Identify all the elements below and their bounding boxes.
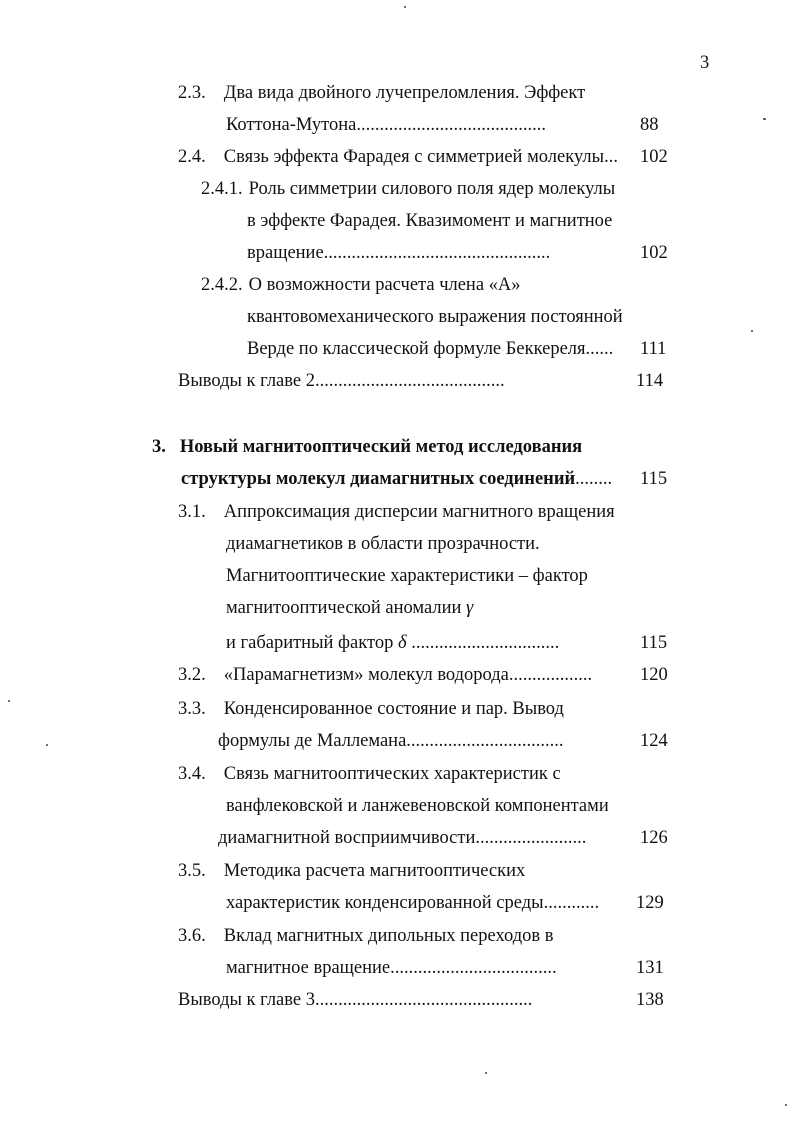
scan-speck — [46, 744, 48, 746]
toc-number: 3.2. — [178, 665, 206, 685]
toc-page-ref: 131 — [636, 958, 664, 978]
toc-number: 2.4.1. — [201, 179, 243, 199]
toc-title-continued: и габаритный фактор — [226, 633, 394, 653]
toc-number: 3.3. — [178, 699, 206, 719]
toc-entry-3-6-cont — [226, 957, 557, 979]
toc-entry-3-1-cont — [226, 632, 559, 654]
toc-page-ref: 102 — [640, 243, 668, 263]
toc-entry-3-6 — [178, 925, 553, 947]
toc-title: Выводы к главе 2 — [178, 371, 315, 391]
toc-title: Два вида двойного лучепреломления. Эффект — [223, 83, 586, 103]
toc-entry-2-4-1-cont — [247, 242, 550, 264]
toc-leader: ........................ — [475, 828, 587, 848]
toc-title-continued: диамагнитной восприимчивости — [218, 828, 476, 848]
toc-leader: .................................... — [390, 958, 557, 978]
toc-entry-2-4-1 — [201, 178, 615, 200]
toc-title: Методика расчета магнитооптических — [223, 861, 526, 881]
toc-title: Вклад магнитных дипольных переходов в — [223, 926, 554, 946]
toc-page-ref: 124 — [640, 731, 668, 751]
toc-title-continued: структуры молекул диамагнитных соединений — [181, 469, 576, 489]
toc-title-continued: Магнитооптические характеристики – фактор — [226, 566, 588, 586]
toc-entry-3-4 — [178, 763, 561, 785]
toc-leader: ................................ — [411, 633, 560, 653]
gamma-symbol: γ — [466, 598, 474, 618]
toc-number: 2.4.2. — [201, 275, 243, 295]
toc-title: Конденсированное состояние и пар. Вывод — [223, 699, 564, 719]
delta-symbol: δ — [397, 633, 407, 653]
toc-leader: .................. — [508, 665, 593, 685]
toc-title-continued: Коттона-Мутона — [226, 115, 357, 135]
toc-page-ref: 138 — [636, 990, 664, 1010]
toc-chapter-3 — [152, 436, 582, 458]
toc-number: 3.4. — [178, 764, 206, 784]
toc-entry-2-3 — [178, 82, 585, 104]
toc-entry-3-1-cont — [226, 533, 540, 555]
toc-page-ref: 102 — [640, 147, 668, 167]
toc-entry-3-4-cont — [226, 795, 609, 817]
toc-title: Новый магнитооптический метод исследования — [179, 437, 583, 457]
scan-speck — [485, 1072, 487, 1074]
toc-entry-3-5 — [178, 860, 525, 882]
toc-leader: ......................................... — [314, 371, 505, 391]
toc-entry-2-4-1-cont — [247, 210, 612, 232]
scan-speck — [8, 700, 10, 702]
toc-page-ref: 126 — [640, 828, 668, 848]
toc-leader: ........ — [575, 469, 613, 489]
toc-entry-2-3-cont — [226, 114, 546, 136]
toc-number: 3.1. — [178, 502, 206, 522]
toc-title-continued: характеристик конденсированной среды — [226, 893, 544, 913]
scan-speck — [751, 330, 753, 332]
toc-entry-2-4 — [178, 146, 618, 168]
toc-title-continued: магнитооптической аномалии — [226, 598, 462, 618]
toc-chapter-3-cont — [181, 468, 612, 490]
toc-entry-3-2 — [178, 664, 592, 686]
scan-speck — [763, 118, 766, 120]
toc-page-ref: 88 — [640, 115, 659, 135]
toc-title: Аппроксимация дисперсии магнитного вращения — [223, 502, 615, 522]
toc-leader: ............................................... — [314, 990, 533, 1010]
scan-speck — [404, 6, 406, 8]
toc-leader: ......................................... — [356, 115, 546, 135]
toc-page-ref: 114 — [636, 371, 664, 391]
toc-entry-3-1 — [178, 501, 615, 523]
toc-page-ref: 129 — [636, 893, 664, 913]
scan-speck — [785, 1104, 787, 1106]
toc-title-continued: ванфлековской и ланжевеновской компонентами — [226, 796, 609, 816]
toc-entry-2-4-2 — [201, 274, 521, 296]
toc-entry-2-4-2-cont — [247, 306, 623, 328]
toc-entry-2-4-2-cont — [247, 338, 613, 360]
toc-title-continued: магнитное вращение — [226, 958, 391, 978]
toc-entry-conclusions-3 — [178, 989, 532, 1011]
toc-title: Связь эффекта Фарадея с симметрией молекулы — [223, 147, 605, 167]
toc-leader: ............ — [543, 893, 600, 913]
toc-page-ref: 115 — [640, 633, 668, 653]
toc-page-ref: 115 — [640, 469, 668, 489]
toc-entry-3-5-cont — [226, 892, 599, 914]
toc-entry-3-1-cont — [226, 565, 588, 587]
toc-entry-conclusions-2 — [178, 370, 505, 392]
toc-number: 3.6. — [178, 926, 206, 946]
toc-number: 2.3. — [178, 83, 206, 103]
toc-number: 2.4. — [178, 147, 206, 167]
toc-title-continued: Верде по классической формуле Беккереля — [247, 339, 586, 359]
toc-title-continued: в эффекте Фарадея. Квазимомент и магнитное — [247, 211, 613, 231]
toc-number: 3. — [152, 437, 166, 457]
toc-leader: ................................................. — [323, 243, 551, 263]
toc-leader: .................................. — [406, 731, 564, 751]
toc-title: «Парамагнетизм» молекул водорода — [223, 665, 509, 685]
toc-number: 3.5. — [178, 861, 206, 881]
toc-leader: ... — [604, 147, 618, 167]
toc-title-continued: квантовомеханического выражения постоянной — [247, 307, 623, 327]
toc-entry-3-3 — [178, 698, 564, 720]
toc-title-continued: вращение — [247, 243, 324, 263]
toc-title: О возможности расчета члена «А» — [248, 275, 521, 295]
toc-entry-3-1-cont — [226, 597, 473, 619]
page-number: 3 — [700, 53, 710, 73]
toc-page-ref: 111 — [640, 339, 667, 359]
toc-entry-3-3-cont — [218, 730, 564, 752]
toc-title-continued: формулы де Маллемана — [218, 731, 407, 751]
toc-entry-3-4-cont — [218, 827, 586, 849]
toc-leader: ...... — [585, 339, 614, 359]
toc-title-continued: диамагнетиков в области прозрачности. — [226, 534, 540, 554]
toc-title: Роль симметрии силового поля ядер молекулы — [248, 179, 616, 199]
toc-page-ref: 120 — [640, 665, 668, 685]
toc-title: Выводы к главе 3 — [178, 990, 315, 1010]
toc-title: Связь магнитооптических характеристик с — [223, 764, 561, 784]
